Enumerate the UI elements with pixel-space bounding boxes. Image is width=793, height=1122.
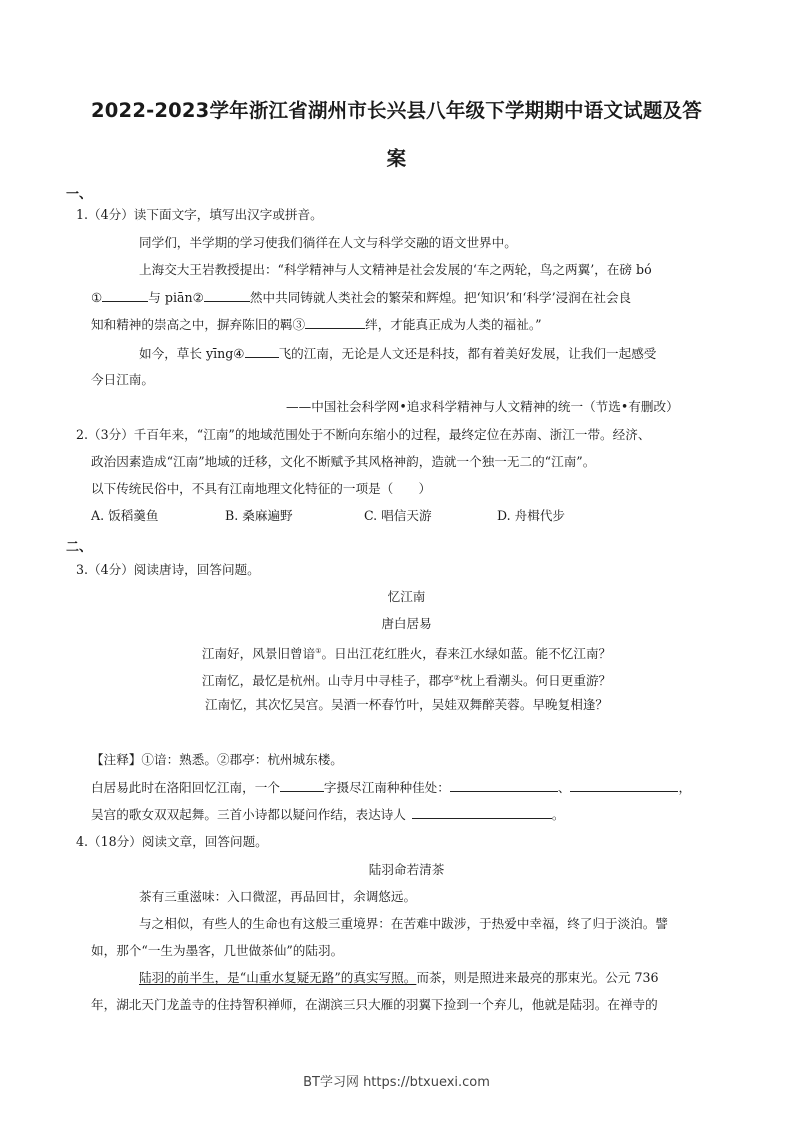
poem-verse-2b: 枕上看潮头。何日更重游？ xyxy=(460,673,612,689)
article-paragraph-1: 茶有三重滋味：入口微涩，再品回甘，余调悠远。 xyxy=(139,889,417,904)
q1-paragraph-1: 同学们，半学期的学习使我们徜徉在人文与科学交融的语文世界中。 xyxy=(139,235,517,250)
q2-option-a[interactable]: A. 饭稻羹鱼 xyxy=(91,508,159,523)
article-title: 陆羽命若清茶 xyxy=(368,862,445,877)
document-title-line2: 案 xyxy=(386,147,407,170)
q1-paragraph-2a: 上海交大王岩教授提出：“科学精神与人文精神是社会发展的‘车之两轮，鸟之两翼’，在磅 bó xyxy=(139,262,652,277)
section-heading-1: 一、 xyxy=(66,187,93,202)
page-footer-watermark: BT学习网 https://btxuexi.com xyxy=(303,1075,490,1090)
q1-paragraph-2c xyxy=(91,316,542,333)
article-paragraph-2b: 如，那个“一生为墨客，几世做茶仙”的陆羽。 xyxy=(91,943,344,958)
q2-stem-line1: 2.（3分）千百年来，“江南”的地域范围处于不断向东缩小的过程，最终定位在苏南、浙江一带。经济、 xyxy=(76,427,651,442)
q2-option-b[interactable]: B. 桑麻遍野 xyxy=(225,508,293,523)
q1-blank-4[interactable] xyxy=(245,345,279,358)
article-paragraph-3a-rest: 而茶，则是照进来最亮的那束光。公元 736 xyxy=(416,970,659,985)
q1-blank1-label: ① xyxy=(91,290,103,305)
q1-paragraph-2b xyxy=(91,289,631,306)
q1-paragraph-3b: 今日江南。 xyxy=(91,372,154,387)
q1-paragraph-2c-rest: 绊，才能真正成为人类的福祉。” xyxy=(365,317,542,332)
q2-stem-line2: 政治因素造成“江南”地域的迁移，文化不断赋予其风格神韵，造就一个独一无二的“江南”。 xyxy=(91,454,596,469)
q1-paragraph-3a-rest: 飞的江南，无论是人文还是科技，都有着美好发展，让我们一起感受 xyxy=(278,346,657,361)
q2-question: 以下传统民俗中，不具有江南地理文化特征的一项是（ ） xyxy=(91,481,432,496)
q1-paragraph-2b-rest: 然中共同铸就人类社会的繁荣和辉煌。把‘知识’和‘科学’浸润在社会良 xyxy=(249,290,632,305)
q1-paragraph-3a-text: 如今，草长 yīng④ xyxy=(139,346,245,361)
q1-stem: 1.（4分）读下面文字，填写出汉字或拼音。 xyxy=(76,207,323,222)
q3-note: 【注释】①谙：熟悉。②郡亭：杭州城东楼。 xyxy=(91,752,343,767)
q1-blank-2[interactable] xyxy=(204,289,250,302)
q1-blank-1[interactable] xyxy=(102,289,148,302)
poem-verse-2 xyxy=(0,670,793,689)
underlined-sentence: 陆羽的前半生，是“山重水复疑无路”的真实写照。 xyxy=(139,970,417,985)
poem-verse-3: 江南忆，其次忆吴宫。吴酒一杯春竹叶，吴娃双舞醉芙蓉。早晚复相逢？ xyxy=(205,697,608,712)
q1-source: ——中国社会科学网•追求科学精神与人文精神的统一（节选•有删改） xyxy=(286,399,679,414)
poem-title: 忆江南 xyxy=(387,589,426,604)
poem-verse-1b: 。日出江花红胜火，春来江水绿如蓝。能不忆江南？ xyxy=(321,646,612,662)
article-paragraph-3b: 年，湖北天门龙盖寺的住持智积禅师，在湖滨三只大雁的羽翼下捡到一个弃儿，他就是陆羽。在禅寺的 xyxy=(91,997,658,1012)
q3-blank-4[interactable] xyxy=(412,806,552,819)
q4-stem: 4.（18分）阅读文章，回答问题。 xyxy=(76,834,268,849)
document-title-line1: 2022-2023学年浙江省湖州市长兴县八年级下学期期中语文试题及答 xyxy=(91,99,702,122)
q3-task1-comma: ， xyxy=(678,780,692,795)
q1-blank2-label: 与 piān② xyxy=(148,290,204,305)
q3-task-line1 xyxy=(91,779,691,796)
q3-task2-period: 。 xyxy=(551,807,565,822)
q1-paragraph-2c-text: 知和精神的崇高之中，摒弃陈旧的羁③ xyxy=(91,317,306,332)
q2-option-d[interactable]: D. 舟楫代步 xyxy=(497,508,566,523)
q1-paragraph-3a xyxy=(139,345,656,362)
article-paragraph-3a xyxy=(139,970,659,986)
q3-blank-2[interactable] xyxy=(450,779,558,792)
poem-verse-2a: 江南忆，最忆是杭州。山寺月中寻桂子，郡亭 xyxy=(201,673,454,689)
q3-task1-sep: 、 xyxy=(557,780,571,795)
poem-verse-1a: 江南好，风景旧曾谙 xyxy=(201,646,316,662)
q3-task1-text2: 字摄尽江南种种佳处： xyxy=(323,780,450,795)
q3-task-line2 xyxy=(91,806,564,823)
section-heading-2: 二、 xyxy=(66,540,93,555)
q1-blank-3[interactable] xyxy=(305,316,365,329)
q3-blank-3[interactable] xyxy=(570,779,678,792)
q3-task1-text: 白居易此时在洛阳回忆江南，一个 xyxy=(91,780,280,795)
q3-blank-1[interactable] xyxy=(280,779,324,792)
q3-stem: 3.（4分）阅读唐诗，回答问题。 xyxy=(76,562,260,577)
article-paragraph-2a: 与之相似，有些人的生命也有这般三重境界：在苦难中跋涉，于热爱中幸福，终了归于淡泊。譬 xyxy=(139,916,668,931)
poem-verse-1 xyxy=(0,643,793,662)
footnote-marker-2: ② xyxy=(453,674,461,682)
q2-option-c[interactable]: C. 唱信天游 xyxy=(364,508,432,523)
footnote-marker-1: ① xyxy=(315,647,322,655)
q3-task2-text: 吴宫的歌女双双起舞。三首小诗都以疑问作结，表达诗人 xyxy=(91,807,406,822)
poem-author: 唐白居易 xyxy=(381,616,432,631)
